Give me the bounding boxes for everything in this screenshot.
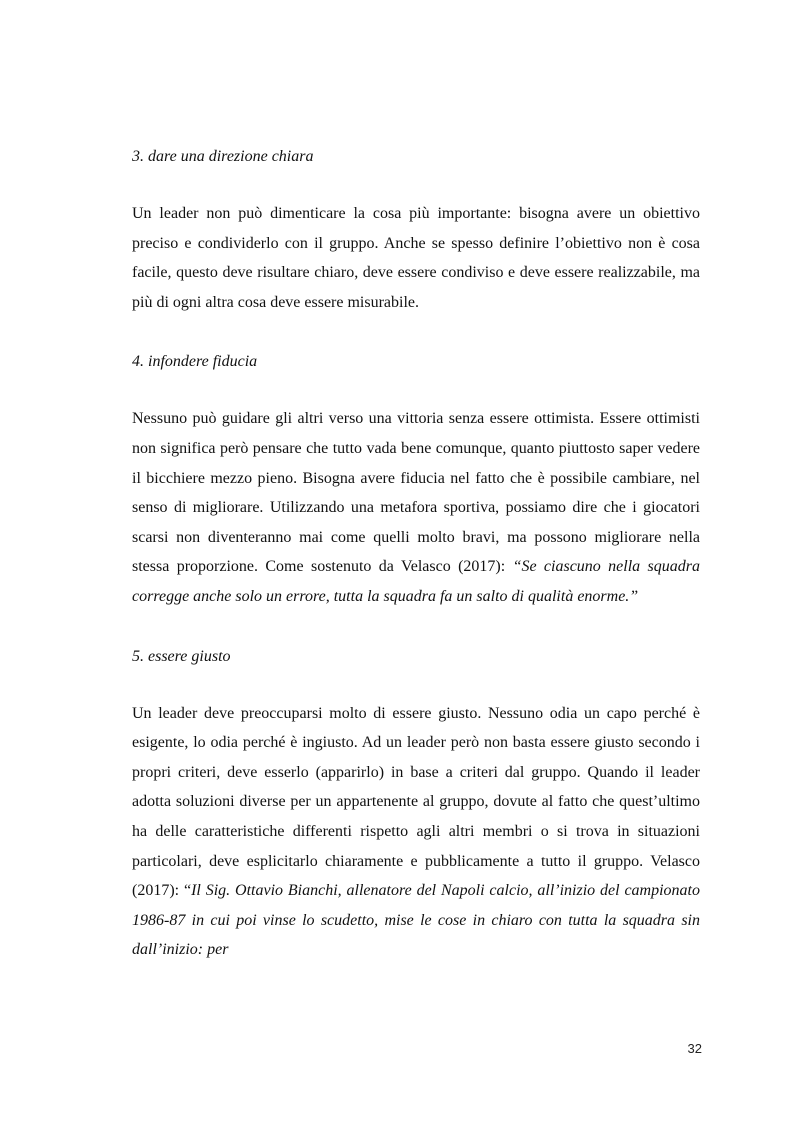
paragraph-text: Nessuno può guidare gli altri verso una vittoria senza essere ottimista. Essere ottimisti non significa però pensare che tutto vada bene comunque, quanto piuttosto saper vedere il bicchiere mezzo pieno. Bisogna avere fiducia nel fatto che è possibile cambiare, nel senso di migliorare. Utilizzando una metafora sportiva, possiamo dire che i giocatori scarsi non diventeranno mai come quelli molto bravi, ma possono migliorare nella stessa proporzione. Come sostenuto da Velasco (2017): — [132, 410, 700, 576]
paragraph-text: Un leader deve preoccuparsi molto di essere giusto. Nessuno odia un capo perché è esigente, lo odia perché è ingiusto. Ad un leader però non basta essere giusto secondo i propri criteri, deve esserlo (apparirlo) in base a criteri dal gruppo. Quando il leader adotta soluzioni diverse per un appartenente al gruppo, dovute al fatto che quest’ultimo ha delle caratteristiche differenti rispetto agli altri membri o si trova in situazioni particolari, deve esplicitarlo chiaramente e pubblicamente a tutto il gruppo. Velasco (2017): “ — [132, 704, 700, 900]
page-content — [132, 142, 700, 965]
section-heading-5: 5. essere giusto — [132, 647, 231, 665]
page-number: 32 — [687, 1041, 702, 1056]
section-heading-3: 3. dare una direzione chiara — [132, 148, 314, 165]
paragraph-text: Un leader non può dimenticare la cosa più importante: bisogna avere un obiettivo preciso e condividerlo con il gruppo. Anche se spesso definire l’obiettivo non è cosa facile, questo deve risultare chiaro, deve essere condiviso e deve essere realizzabile, ma più di ogni altra cosa deve essere misurabile. — [132, 205, 700, 311]
velasco-quote: Il Sig. Ottavio Bianchi, allenatore del Napoli calcio, all’inizio del campionato 1986-87 in cui poi vinse lo scudetto, mise le cose in chiaro con tutta la squadra sin dall’inizio: per — [132, 882, 700, 959]
velasco-quote: “Se ciascuno nella squadra corregge anche solo un errore, tutta la squadra fa un salto di qualità enorme.” — [132, 558, 700, 605]
section-paragraph-3 — [132, 199, 700, 317]
section-paragraph-5 — [132, 699, 700, 965]
section-paragraph-4 — [132, 404, 700, 611]
section-heading-4: 4. infondere fiducia — [132, 353, 258, 371]
